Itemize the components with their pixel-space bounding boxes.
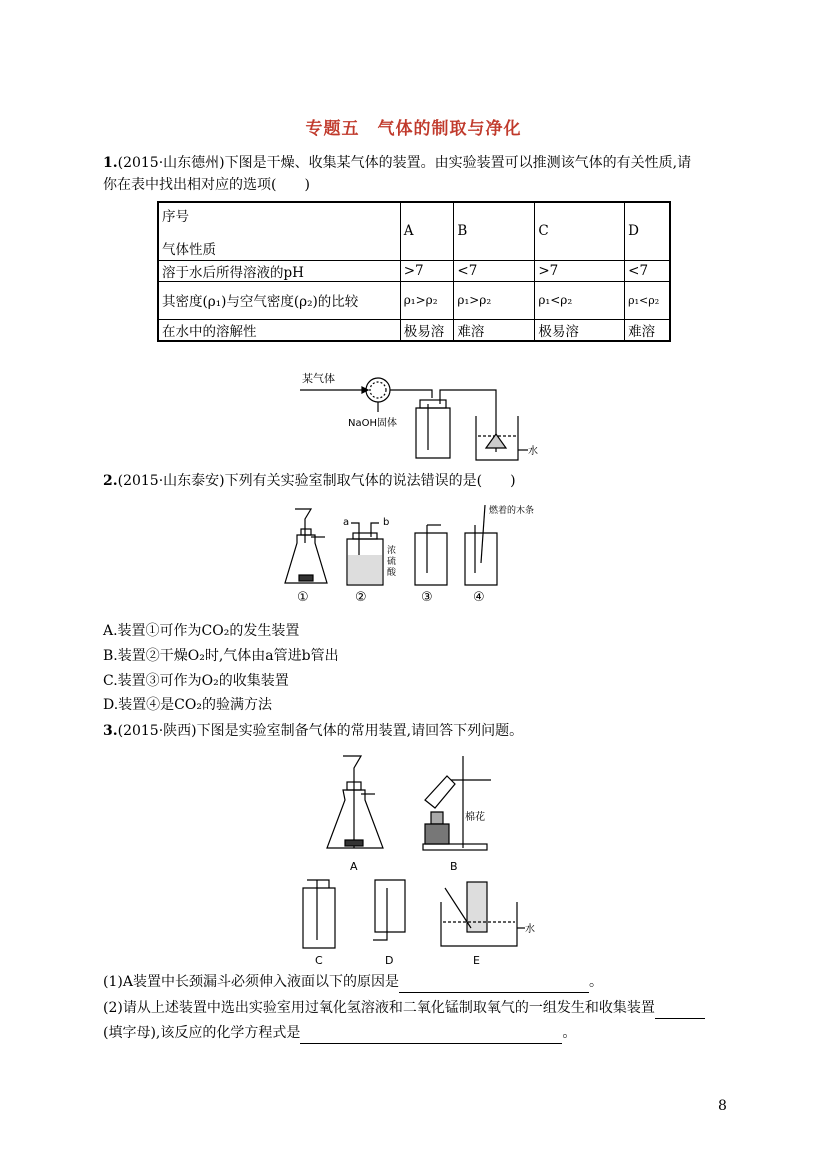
page-title: 专题五 气体的制取与净化 (305, 119, 522, 139)
question-1 (103, 152, 733, 196)
col-header: D (625, 202, 670, 260)
sub-question-2-line2 (103, 1021, 576, 1044)
table-cell: 难溶 (454, 319, 535, 341)
property-table (157, 201, 671, 342)
sub-question-text: (1)A装置中长颈漏斗必须伸入液面以下的原因是 (103, 974, 399, 990)
row-label: 在水中的溶解性 (158, 319, 400, 341)
col-header: C (535, 202, 625, 260)
acid-label: 浓 (387, 546, 397, 556)
table-cell: <7 (625, 260, 670, 281)
question-text: (2015·陕西)下图是实验室制备气体的常用装置,请回答下列问题。 (117, 723, 524, 739)
table-cell: ρ₁>ρ₂ (454, 281, 535, 319)
question-number: 3. (103, 723, 118, 739)
question-text: (2015·山东德州)下图是干燥、收集某气体的装置。由实验装置可以推测该气体的有关性质,请 (117, 155, 692, 171)
row-label: 溶于水后所得溶液的pH (158, 260, 400, 281)
col-header: B (454, 202, 535, 260)
punctuation: 。 (588, 974, 603, 990)
table-row (158, 319, 670, 341)
water-label: 水 (525, 924, 535, 935)
drying-collection-apparatus (300, 368, 540, 468)
page-number: 8 (718, 1098, 727, 1114)
option-a: A.装置①可作为CO₂的发生装置 (103, 623, 300, 639)
table-row (158, 260, 670, 281)
question-number: 1. (103, 155, 118, 171)
table-cell: <7 (454, 260, 535, 281)
label-b: B (450, 860, 458, 873)
figure-label: ④ (473, 590, 485, 605)
col-header: A (400, 202, 454, 260)
question-2 (103, 470, 733, 492)
tube-b-label: b (383, 517, 390, 528)
table-row (158, 281, 670, 319)
header-bottom: 气体性质 (162, 241, 216, 258)
gas-label: 某气体 (302, 372, 335, 385)
water-label: 水 (528, 446, 538, 457)
stick-label: 燃着的木条 (489, 506, 535, 516)
tube-a-label: a (343, 517, 350, 528)
sub-question-1 (103, 970, 603, 993)
figure-label: ① (297, 590, 309, 605)
option-b: B.装置②干燥O₂时,气体由a管进b管出 (103, 648, 339, 664)
sub-question-text: (填字母),该反应的化学方程式是 (103, 1025, 301, 1041)
label-a: A (350, 860, 358, 873)
table-cell: 难溶 (625, 319, 670, 341)
question-text: (2015·山东泰安)下列有关实验室制取气体的说法错误的是( ) (117, 473, 516, 489)
table-cell: ρ₁<ρ₂ (625, 281, 670, 319)
figure-label: ② (355, 590, 367, 605)
table-cell: 极易溶 (535, 319, 625, 341)
table-cell: >7 (400, 260, 454, 281)
punctuation: 。 (562, 1025, 577, 1041)
row-label: 其密度(ρ₁)与空气密度(ρ₂)的比较 (158, 281, 400, 319)
question-3 (103, 720, 733, 742)
answer-blank[interactable] (655, 996, 705, 1019)
question-text: 你在表中找出相对应的选项( ) (103, 177, 310, 193)
acid-label: 硫 (387, 557, 397, 567)
table-header-cell (158, 202, 400, 260)
header-top: 序号 (162, 209, 189, 225)
answer-blank[interactable] (300, 1021, 562, 1044)
label-c: C (315, 954, 323, 964)
answer-blank[interactable] (399, 970, 589, 993)
sub-question-2 (103, 996, 705, 1019)
question-number: 2. (103, 473, 118, 489)
option-d: D.装置④是CO₂的验满方法 (103, 697, 272, 713)
option-c: C.装置③可作为O₂的收集装置 (103, 673, 289, 689)
table-cell: >7 (535, 260, 625, 281)
solid-label: NaOH固体 (348, 418, 397, 429)
label-d: D (385, 954, 394, 964)
gas-apparatus-figure (275, 503, 555, 613)
acid-label: 酸 (387, 568, 397, 578)
table-cell: 极易溶 (400, 319, 454, 341)
table-cell: ρ₁<ρ₂ (535, 281, 625, 319)
figure-label: ③ (421, 590, 433, 605)
label-e: E (473, 954, 480, 964)
apparatus-figure-a-e (295, 752, 545, 964)
table-cell: ρ₁>ρ₂ (400, 281, 454, 319)
cotton-label: 棉花 (465, 812, 485, 823)
sub-question-text: (2)请从上述装置中选出实验室用过氧化氢溶液和二氧化锰制取氧气的一组发生和收集装置 (103, 1000, 655, 1016)
